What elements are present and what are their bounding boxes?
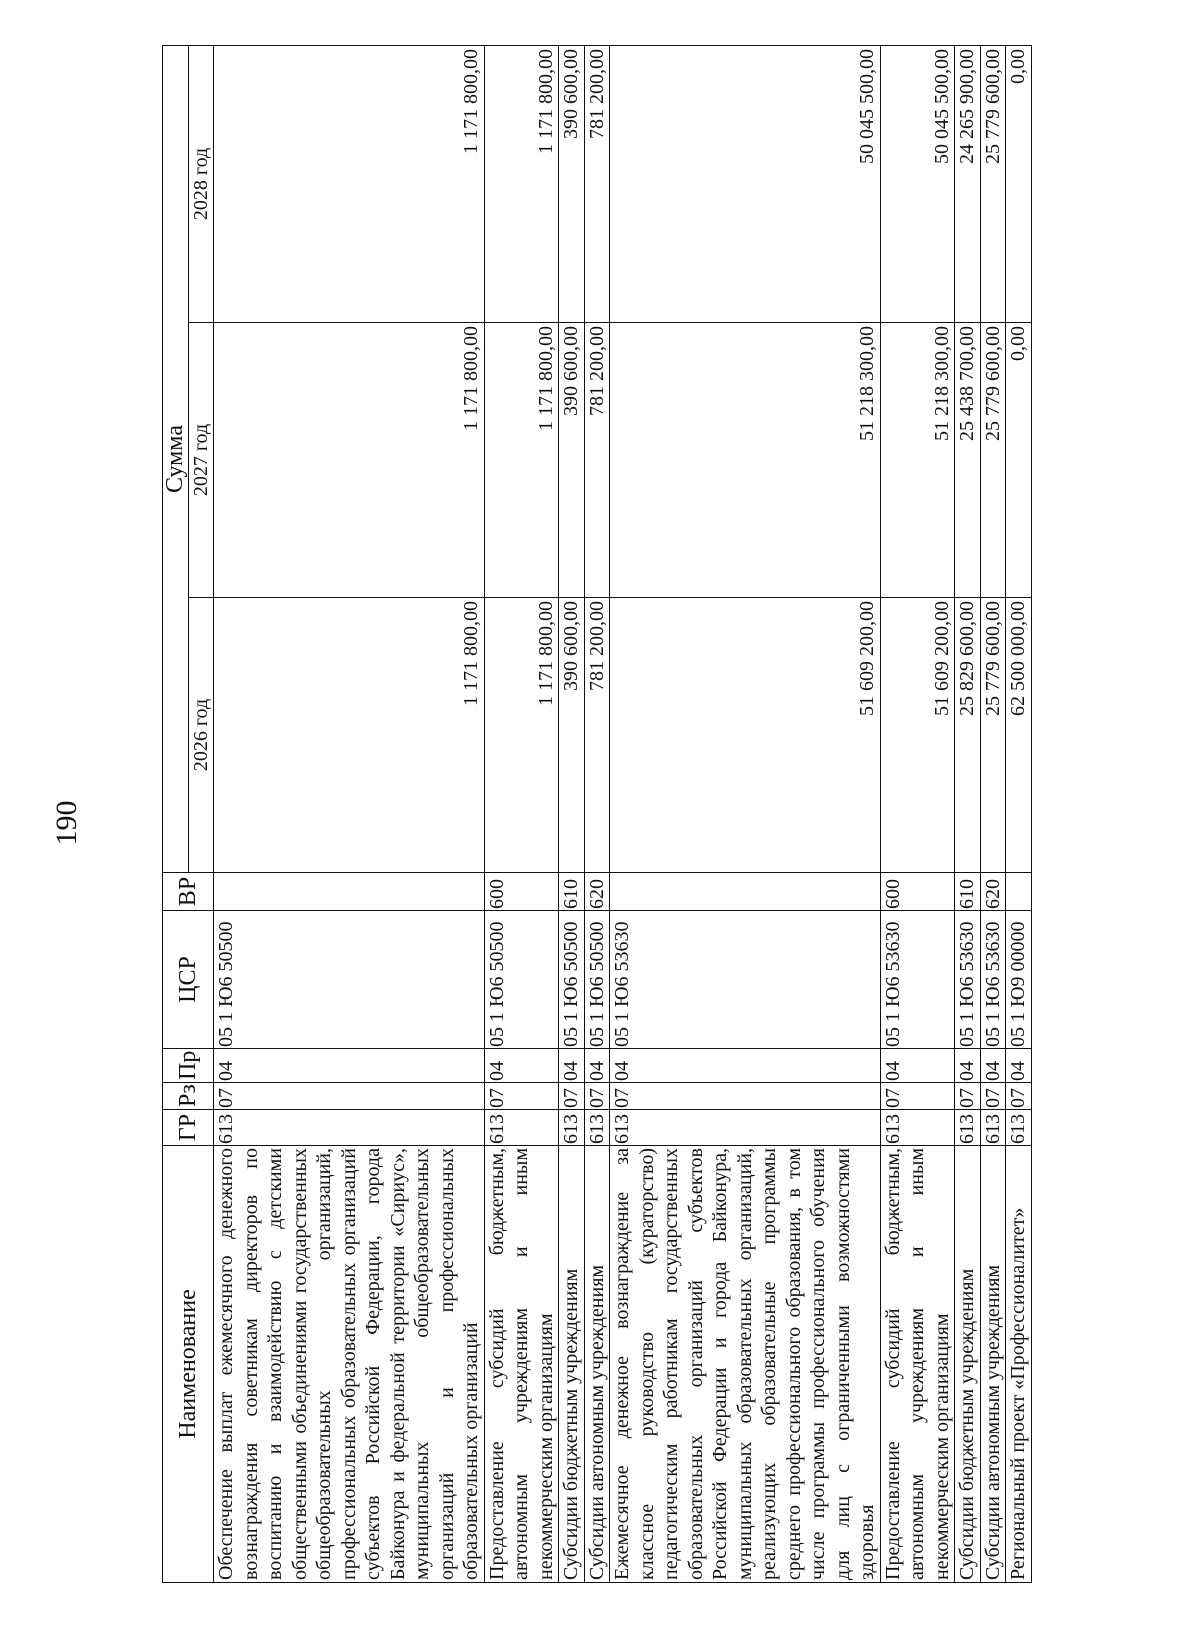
cell-vr: 600 xyxy=(880,873,955,911)
cell-gr: 613 xyxy=(484,1110,559,1146)
cell-2026: 1 171 800,00 xyxy=(214,598,485,873)
header-2027: 2027 год xyxy=(188,323,214,598)
cell-2027: 390 600,00 xyxy=(559,323,585,598)
cell-gr: 613 xyxy=(610,1110,881,1146)
cell-csr: 05 1 Ю6 50500 xyxy=(559,911,585,1049)
table-row xyxy=(484,45,559,1582)
cell-2027: 51 218 300,00 xyxy=(610,323,881,598)
cell-2027: 25 779 600,00 xyxy=(980,323,1006,598)
cell-name: Субсидии автономным учреждениям xyxy=(584,1146,610,1583)
table-row xyxy=(559,45,585,1582)
table-row xyxy=(1006,45,1032,1582)
cell-pr: 04 xyxy=(1006,1049,1032,1083)
cell-2028: 25 779 600,00 xyxy=(980,45,1006,322)
cell-2027: 1 171 800,00 xyxy=(214,323,485,598)
cell-vr: 620 xyxy=(980,873,1006,911)
cell-rz: 07 xyxy=(610,1083,881,1110)
page-number: 190 xyxy=(50,800,83,846)
header-2026: 2026 год xyxy=(188,598,214,873)
header-2028: 2028 год xyxy=(188,45,214,322)
cell-rz: 07 xyxy=(1006,1083,1032,1110)
cell-2026: 51 609 200,00 xyxy=(880,598,955,873)
cell-rz: 07 xyxy=(980,1083,1006,1110)
cell-csr: 05 1 Ю9 00000 xyxy=(1006,911,1032,1049)
cell-rz: 07 xyxy=(214,1083,485,1110)
cell-name: Субсидии автономным учреждениям xyxy=(980,1146,1006,1583)
cell-gr: 613 xyxy=(584,1110,610,1146)
cell-vr xyxy=(214,873,485,911)
cell-2028: 50 045 500,00 xyxy=(610,45,881,322)
header-vr: ВР xyxy=(163,873,214,911)
header-sum: Сумма xyxy=(163,45,189,872)
cell-name: Региональный проект «Профессионалитет» xyxy=(1006,1146,1032,1583)
cell-csr: 05 1 Ю6 53630 xyxy=(610,911,881,1049)
cell-2026: 51 609 200,00 xyxy=(610,598,881,873)
cell-pr: 04 xyxy=(610,1049,881,1083)
cell-rz: 07 xyxy=(584,1083,610,1110)
header-row-top xyxy=(163,45,189,1582)
cell-rz: 07 xyxy=(559,1083,585,1110)
cell-vr: 620 xyxy=(584,873,610,911)
table-row xyxy=(610,45,881,1582)
cell-2026: 62 500 000,00 xyxy=(1006,598,1032,873)
table-row xyxy=(955,45,981,1582)
cell-gr: 613 xyxy=(214,1110,485,1146)
cell-vr: 610 xyxy=(559,873,585,911)
cell-csr: 05 1 Ю6 50500 xyxy=(584,911,610,1049)
cell-2027: 51 218 300,00 xyxy=(880,323,955,598)
cell-name: Предоставление субсидий бюджетным, автономным учреждениям и иным некоммерческим организациям xyxy=(484,1146,559,1583)
cell-pr: 04 xyxy=(559,1049,585,1083)
cell-gr: 613 xyxy=(980,1110,1006,1146)
cell-vr xyxy=(1006,873,1032,911)
cell-2028: 0,00 xyxy=(1006,45,1032,322)
cell-2026: 390 600,00 xyxy=(559,598,585,873)
cell-rz: 07 xyxy=(880,1083,955,1110)
cell-2026: 25 829 600,00 xyxy=(955,598,981,873)
table-row xyxy=(584,45,610,1582)
header-rz: Рз xyxy=(163,1083,214,1110)
cell-2027: 1 171 800,00 xyxy=(484,323,559,598)
cell-pr: 04 xyxy=(584,1049,610,1083)
header-name: Наименование xyxy=(163,1146,214,1583)
cell-name: Субсидии бюджетным учреждениям xyxy=(955,1146,981,1583)
table-row xyxy=(214,45,485,1582)
cell-2026: 781 200,00 xyxy=(584,598,610,873)
cell-gr: 613 xyxy=(559,1110,585,1146)
cell-2028: 1 171 800,00 xyxy=(214,45,485,322)
cell-2028: 24 265 900,00 xyxy=(955,45,981,322)
cell-2026: 25 779 600,00 xyxy=(980,598,1006,873)
cell-vr: 610 xyxy=(955,873,981,911)
cell-csr: 05 1 Ю6 53630 xyxy=(980,911,1006,1049)
budget-table xyxy=(162,45,1032,1583)
cell-rz: 07 xyxy=(484,1083,559,1110)
cell-2027: 781 200,00 xyxy=(584,323,610,598)
cell-gr: 613 xyxy=(880,1110,955,1146)
cell-csr: 05 1 Ю6 50500 xyxy=(214,911,485,1049)
cell-2027: 25 438 700,00 xyxy=(955,323,981,598)
cell-2027: 0,00 xyxy=(1006,323,1032,598)
header-csr: ЦСР xyxy=(163,911,214,1049)
cell-pr: 04 xyxy=(880,1049,955,1083)
cell-vr xyxy=(610,873,881,911)
cell-name: Субсидии бюджетным учреждениям xyxy=(559,1146,585,1583)
cell-2028: 390 600,00 xyxy=(559,45,585,322)
cell-pr: 04 xyxy=(980,1049,1006,1083)
table-row xyxy=(880,45,955,1582)
header-gr: ГР xyxy=(163,1110,214,1146)
cell-rz: 07 xyxy=(955,1083,981,1110)
cell-gr: 613 xyxy=(955,1110,981,1146)
table-row xyxy=(980,45,1006,1582)
cell-gr: 613 xyxy=(1006,1110,1032,1146)
cell-2028: 50 045 500,00 xyxy=(880,45,955,322)
header-pr: Пр xyxy=(163,1049,214,1083)
cell-pr: 04 xyxy=(484,1049,559,1083)
cell-2026: 1 171 800,00 xyxy=(484,598,559,873)
cell-csr: 05 1 Ю6 50500 xyxy=(484,911,559,1049)
cell-vr: 600 xyxy=(484,873,559,911)
cell-name: Обеспечение выплат ежемесячного денежного вознаграждения советникам директоров по воспитанию и взаимодействию с детскими общественными объединениями государственных общеобразовательных организаций, профессиональных образовательных организаций субъектов Российской Федерации, города Байконура и федеральной территории «Сириус», муниципальных общеобразовательных организаций и профессиональных образовательных организаций xyxy=(214,1146,485,1583)
cell-csr: 05 1 Ю6 53630 xyxy=(880,911,955,1049)
cell-csr: 05 1 Ю6 53630 xyxy=(955,911,981,1049)
cell-pr: 04 xyxy=(955,1049,981,1083)
cell-name: Предоставление субсидий бюджетным, автономным учреждениям и иным некоммерческим организациям xyxy=(880,1146,955,1583)
cell-name: Ежемесячное денежное вознаграждение за классное руководство (кураторство) педагогическим работникам государственных образовательных организаций субъектов Российской Федерации и города Байконура, муниципальных образовательных организаций, реализующих образовательные программы среднего профессионального образования, в том числе программы профессионального обучения для лиц с ограниченными возможностями здоровья xyxy=(610,1146,881,1583)
cell-2028: 781 200,00 xyxy=(584,45,610,322)
cell-pr: 04 xyxy=(214,1049,485,1083)
cell-2028: 1 171 800,00 xyxy=(484,45,559,322)
